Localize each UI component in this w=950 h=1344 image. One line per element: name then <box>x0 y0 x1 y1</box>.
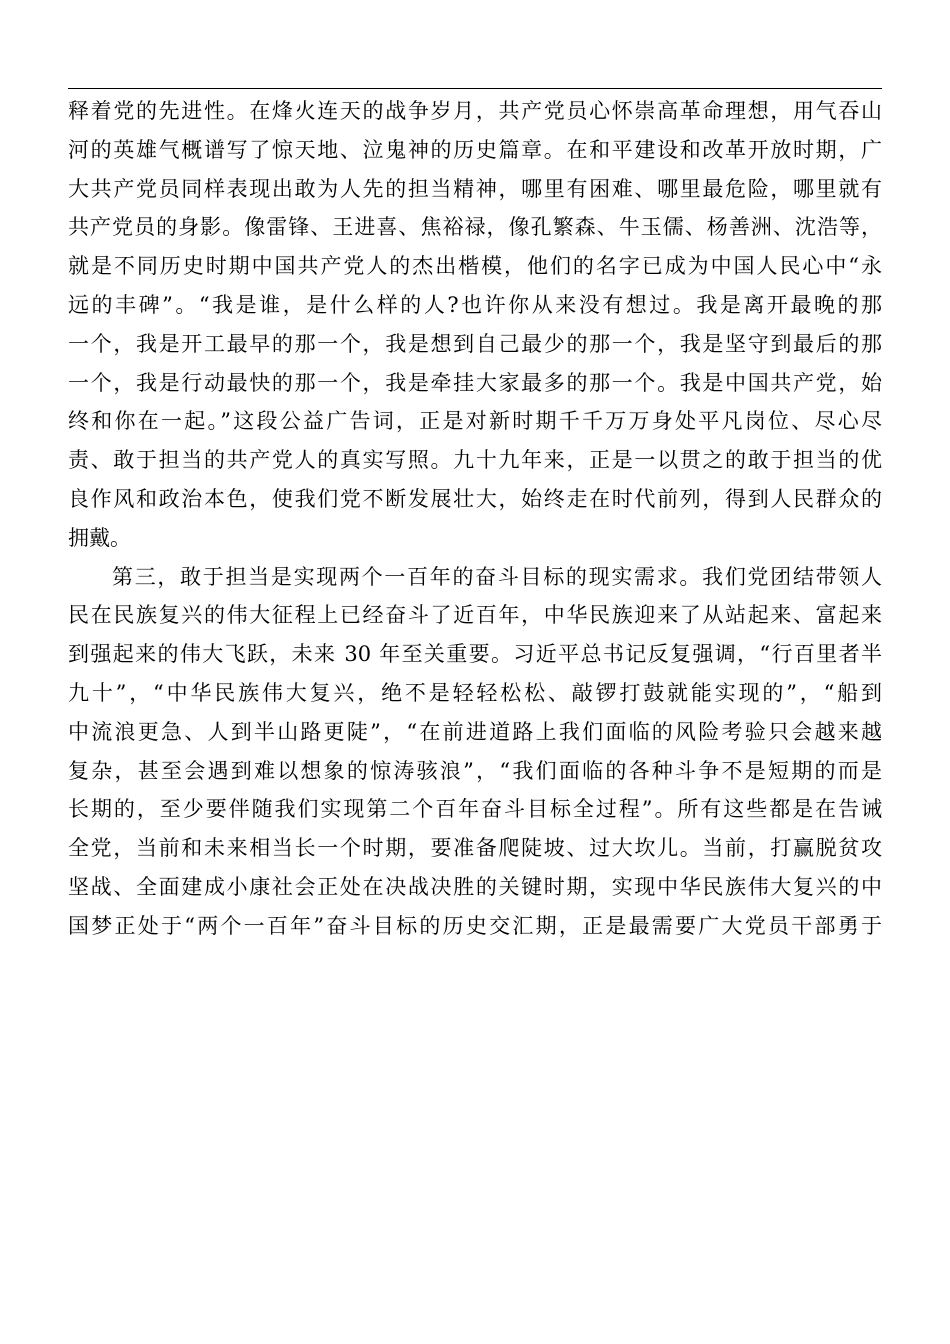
text-line: 远的丰碑”。“我是谁，是什么样的人?也许你从来没有想过。我是离开最晚的那 <box>68 292 882 317</box>
text-line: 中流浪更急、人到半山路更陡”，“在前进道路上我们面临的风险考验只会越来越 <box>68 719 882 744</box>
paragraph <box>68 92 882 558</box>
text-line: 全党，当前和未来相当长一个时期，要准备爬陡坡、过大坎儿。当前，打赢脱贫攻 <box>68 836 882 861</box>
header-rule <box>68 88 882 89</box>
text-line: 长期的，至少要伴随我们实现第二个百年奋斗目标全过程”。所有这些都是在告诫 <box>68 797 882 822</box>
text-line: 国梦正处于“两个一百年”奋斗目标的历史交汇期，正是最需要广大党员干部勇于 <box>68 913 882 938</box>
text-line: 责、敢于担当的共产党人的真实写照。九十九年来，正是一以贯之的敢于担当的优 <box>68 448 882 473</box>
text-line: 终和你在一起。”这段公益广告词，正是对新时期千千万万身处平凡岗位、尽心尽 <box>68 409 882 434</box>
text-line: 第三，敢于担当是实现两个一百年的奋斗目标的现实需求。我们党团结带领人 <box>112 564 882 589</box>
text-line: 民在民族复兴的伟大征程上已经奋斗了近百年，中华民族迎来了从站起来、富起来 <box>68 603 882 628</box>
paragraph <box>68 558 882 946</box>
text-line: 一个，我是行动最快的那一个，我是牵挂大家最多的那一个。我是中国共产党，始 <box>68 370 882 395</box>
text-line: 就是不同历史时期中国共产党人的杰出楷模，他们的名字已成为中国人民心中“永 <box>68 254 882 279</box>
text-line: 复杂，甚至会遇到难以想象的惊涛骇浪”，“我们面临的各种斗争不是短期的而是 <box>68 758 882 783</box>
text-line: 释着党的先进性。在烽火连天的战争岁月，共产党员心怀崇高革命理想，用气吞山 <box>68 99 882 123</box>
text-line: 九十”，“中华民族伟大复兴，绝不是轻轻松松、敲锣打鼓就能实现的”，“船到 <box>68 680 882 705</box>
text-line: 河的英雄气概谱写了惊天地、泣鬼神的历史篇章。在和平建设和改革开放时期，广 <box>68 137 882 162</box>
body-text <box>68 92 882 946</box>
text-line: 大共产党员同样表现出敢为人先的担当精神，哪里有困难、哪里最危险，哪里就有 <box>68 176 882 201</box>
text-line: 到强起来的伟大飞跃，未来 30 年至关重要。习近平总书记反复强调，“行百里者半 <box>68 642 882 667</box>
text-line: 一个，我是开工最早的那一个，我是想到自己最少的那一个，我是坚守到最后的那 <box>68 331 882 356</box>
text-line: 共产党员的身影。像雷锋、王进喜、焦裕禄，像孔繁森、牛玉儒、杨善洲、沈浩等， <box>68 215 882 240</box>
text-line: 良作风和政治本色，使我们党不断发展壮大，始终走在时代前列，得到人民群众的 <box>68 486 882 511</box>
text-line: 坚战、全面建成小康社会正处在决战决胜的关键时期，实现中华民族伟大复兴的中 <box>68 874 882 899</box>
text-line: 拥戴。 <box>68 525 131 550</box>
